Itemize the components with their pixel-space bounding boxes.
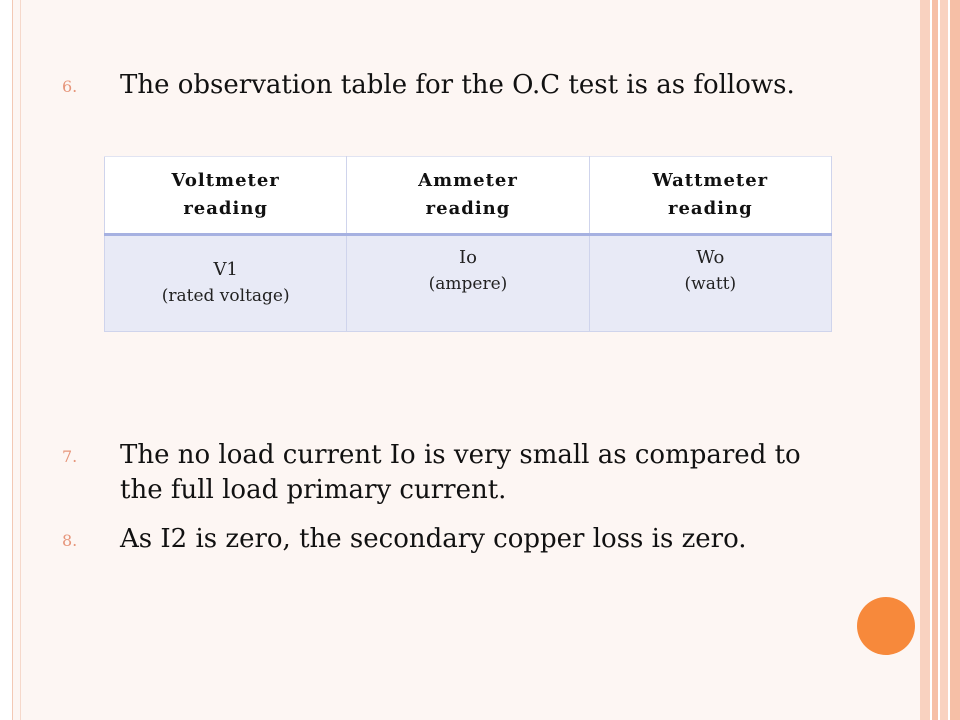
table-header-cell [589, 157, 831, 235]
header-line: reading [183, 198, 269, 219]
observation-table [104, 156, 832, 332]
header-line: Ammeter [418, 170, 518, 191]
bullet-number: 8. [62, 531, 78, 550]
decorative-circle [857, 597, 915, 655]
header-line: reading [667, 198, 753, 219]
bullet-item-6 [60, 68, 850, 103]
bullet-item-7 [60, 438, 850, 508]
right-decorative-stripes [920, 0, 960, 720]
table-header-cell [347, 157, 589, 235]
cell-unit: (rated voltage) [161, 286, 290, 306]
bullet-text: The no load current Io is very small as compared to the full load primary current. [120, 440, 801, 505]
cell-value: Io [459, 247, 477, 268]
cell-unit: (ampere) [428, 274, 508, 294]
bullet-number: 7. [62, 447, 78, 466]
cell-value: Wo [696, 247, 725, 268]
header-line: Wattmeter [652, 170, 769, 191]
table-cell [105, 235, 347, 332]
table-header-row [105, 157, 832, 235]
table-header-cell [105, 157, 347, 235]
cell-value: V1 [213, 259, 238, 280]
header-line: Voltmeter [171, 170, 280, 191]
table-cell [589, 235, 831, 332]
bullet-text: The observation table for the O.C test is as follows. [120, 70, 795, 100]
header-line: reading [425, 198, 511, 219]
table-cell [347, 235, 589, 332]
bullet-number: 6. [62, 77, 78, 96]
table-row [105, 235, 832, 332]
slide-border-line [20, 0, 21, 720]
slide-background [12, 0, 922, 720]
cell-unit: (watt) [684, 274, 737, 294]
bullet-text: As I2 is zero, the secondary copper loss is zero. [120, 524, 747, 554]
bullet-item-8 [60, 522, 850, 557]
